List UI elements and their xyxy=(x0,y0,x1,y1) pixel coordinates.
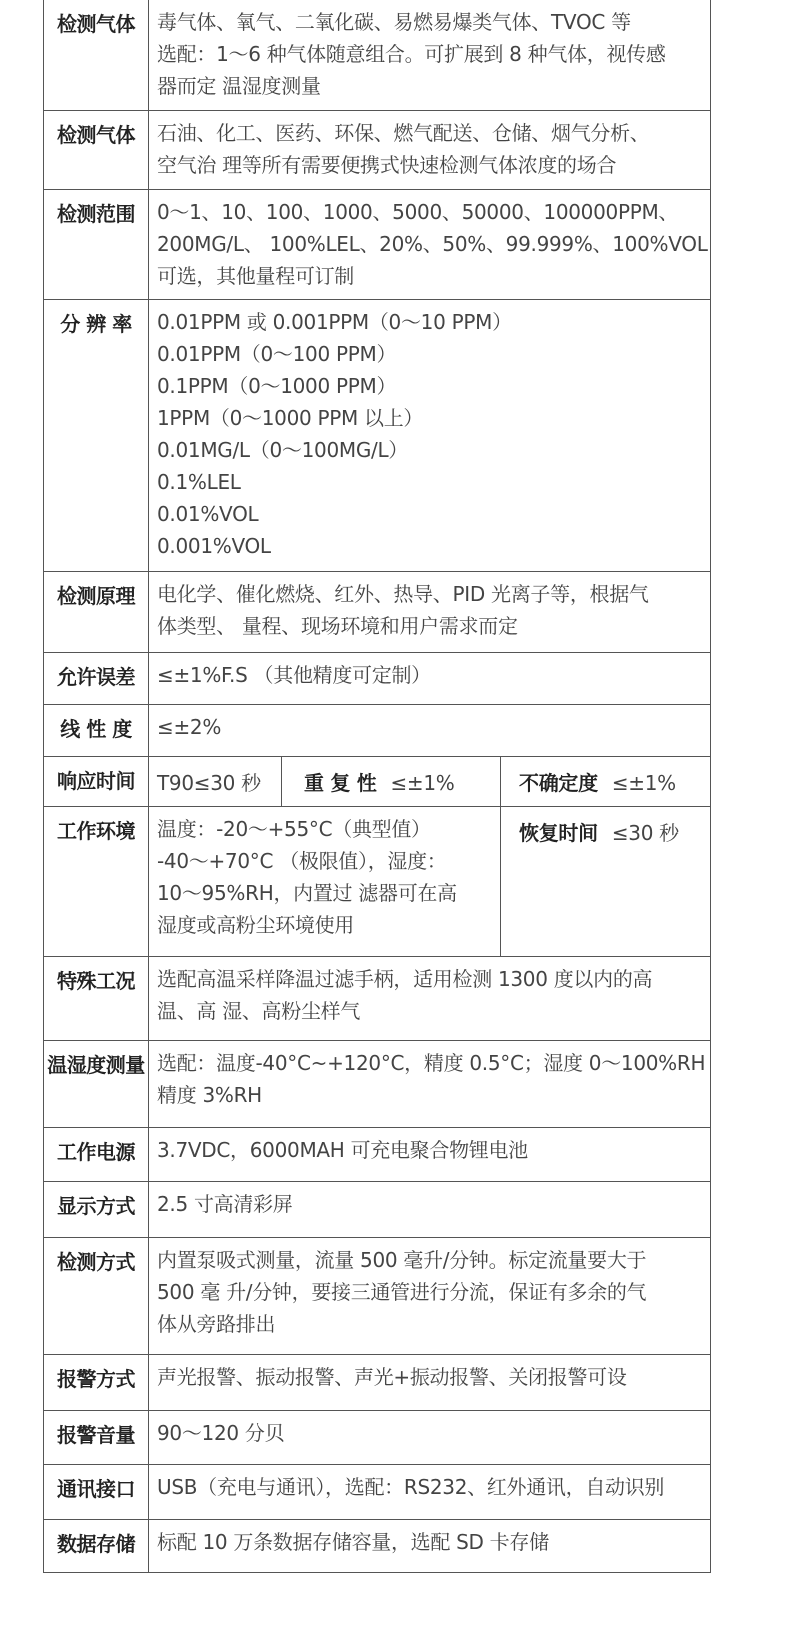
spec-row xyxy=(44,1465,711,1520)
spec-value-line: 器而定 温湿度测量 xyxy=(157,74,321,98)
uncertainty-label: 不确定度 xyxy=(519,771,598,795)
spec-value-line: 3.7VDC，6000MAH 可充电聚合物锂电池 xyxy=(157,1138,528,1162)
repeatability-value: ≤±1% xyxy=(390,771,455,795)
spec-label: 显示方式 xyxy=(57,1194,135,1218)
spec-value-line: 体从旁路排出 xyxy=(157,1312,276,1336)
spec-value-line: 0.1%LEL xyxy=(157,470,241,494)
spec-value-line: 200MG/L、 100%LEL、20%、50%、99.999%、100%VOL xyxy=(157,232,708,256)
spec-value-cell xyxy=(149,1520,711,1573)
spec-value-cell xyxy=(149,572,711,653)
spec-row xyxy=(44,1411,711,1465)
spec-label: 数据存储 xyxy=(57,1532,135,1556)
spec-row xyxy=(44,705,711,757)
spec-value-cell xyxy=(149,1238,711,1355)
spec-label: 允许误差 xyxy=(57,665,135,689)
spec-row xyxy=(44,1355,711,1411)
spec-value-line: 0.01%VOL xyxy=(157,502,259,526)
spec-label: 通讯接口 xyxy=(57,1477,135,1501)
spec-label: 分 辨 率 xyxy=(60,312,132,336)
spec-value-line: 0.001%VOL xyxy=(157,534,271,558)
recovery-cell xyxy=(501,807,711,957)
spec-value-line: 选配：1～6 种气体随意组合。可扩展到 8 种气体，视传感 xyxy=(157,42,666,66)
spec-label: 检测范围 xyxy=(57,202,135,226)
spec-value-cell xyxy=(149,300,711,572)
spec-row xyxy=(44,1520,711,1573)
spec-label: 报警音量 xyxy=(57,1423,135,1447)
spec-row xyxy=(44,1041,711,1128)
spec-value-line: 声光报警、振动报警、声光+振动报警、关闭报警可设 xyxy=(157,1365,627,1389)
spec-value-line: ≤±2% xyxy=(157,715,222,739)
spec-row xyxy=(44,1238,711,1355)
spec-value-cell xyxy=(149,0,711,111)
spec-value-line: 90～120 分贝 xyxy=(157,1421,285,1445)
uncertainty-value: ≤±1% xyxy=(611,771,676,795)
spec-value-line: USB（充电与通讯），选配：RS232、红外通讯，自动识别 xyxy=(157,1475,665,1499)
spec-row xyxy=(44,111,711,190)
spec-value-cell xyxy=(149,1182,711,1238)
response-time-value-cell xyxy=(149,757,282,807)
spec-label-cell xyxy=(44,1411,149,1465)
environment-row xyxy=(44,807,711,957)
spec-value-cell xyxy=(149,705,711,757)
spec-value-line: 1PPM（0～1000 PPM 以上） xyxy=(157,406,424,430)
spec-value-cell xyxy=(149,1041,711,1128)
repeatability-cell xyxy=(282,757,501,807)
spec-value-cell xyxy=(149,190,711,300)
recovery-label: 恢复时间 xyxy=(519,821,598,845)
spec-label-cell xyxy=(44,190,149,300)
spec-label-cell xyxy=(44,111,149,190)
spec-label-cell xyxy=(44,1465,149,1520)
response-time-value: T90≤30 秒 xyxy=(157,771,261,795)
spec-label: 温湿度测量 xyxy=(47,1053,145,1077)
response-row xyxy=(44,757,711,807)
spec-label-cell xyxy=(44,1182,149,1238)
spec-row xyxy=(44,1128,711,1182)
response-time-label: 响应时间 xyxy=(57,769,135,793)
spec-value-line: 选配：温度-40°C~+120°C，精度 0.5°C；湿度 0～100%RH xyxy=(157,1051,706,1075)
repeatability-label: 重 复 性 xyxy=(304,771,377,795)
spec-value-cell xyxy=(149,111,711,190)
spec-value-cell xyxy=(149,957,711,1041)
spec-label-cell xyxy=(44,1238,149,1355)
spec-row xyxy=(44,653,711,705)
spec-value-cell xyxy=(149,1411,711,1465)
spec-row xyxy=(44,0,711,111)
spec-label-cell xyxy=(44,1128,149,1182)
spec-row xyxy=(44,1182,711,1238)
spec-value-line: ≤±1%F.S （其他精度可定制） xyxy=(157,663,431,687)
spec-label-cell xyxy=(44,705,149,757)
spec-row xyxy=(44,190,711,300)
spec-value-line: 0.01PPM 或 0.001PPM（0～10 PPM） xyxy=(157,310,512,334)
environment-line: 湿度或高粉尘环境使用 xyxy=(157,913,354,937)
spec-value-line: 温、高 湿、高粉尘样气 xyxy=(157,999,361,1023)
spec-label-cell xyxy=(44,807,149,957)
spec-row xyxy=(44,300,711,572)
spec-value-line: 0.01MG/L（0～100MG/L） xyxy=(157,438,408,462)
environment-value-cell xyxy=(149,807,501,957)
spec-label: 检测方式 xyxy=(57,1250,135,1274)
spec-label: 检测原理 xyxy=(57,584,135,608)
spec-value-line: 内置泵吸式测量，流量 500 毫升/分钟。标定流量要大于 xyxy=(157,1248,647,1272)
spec-value-line: 石油、化工、医药、环保、燃气配送、仓储、烟气分析、 xyxy=(157,121,650,145)
recovery-value: ≤30 秒 xyxy=(611,821,679,845)
spec-label-cell xyxy=(44,300,149,572)
environment-line: -40～+70°C （极限值），湿度： xyxy=(157,849,447,873)
spec-label: 检测气体 xyxy=(57,12,135,36)
spec-value-line: 2.5 寸高清彩屏 xyxy=(157,1192,293,1216)
uncertainty-cell xyxy=(501,757,711,807)
spec-value-line: 0.1PPM（0～1000 PPM） xyxy=(157,374,397,398)
environment-line: 10～95%RH，内置过 滤器可在高 xyxy=(157,881,457,905)
spec-value-line: 可选，其他量程可订制 xyxy=(157,264,354,288)
spec-value-line: 0.01PPM（0～100 PPM） xyxy=(157,342,397,366)
spec-label: 工作电源 xyxy=(57,1140,135,1164)
spec-label-cell xyxy=(44,1355,149,1411)
spec-label-cell xyxy=(44,957,149,1041)
spec-value-line: 空气治 理等所有需要便携式快速检测气体浓度的场合 xyxy=(157,153,617,177)
spec-label-cell xyxy=(44,0,149,111)
environment-line: 温度：-20～+55°C（典型值） xyxy=(157,817,431,841)
spec-label: 特殊工况 xyxy=(57,969,135,993)
spec-value-line: 0～1、10、100、1000、5000、50000、100000PPM、 xyxy=(157,200,679,224)
spec-label-cell xyxy=(44,653,149,705)
spec-value-cell xyxy=(149,1355,711,1411)
spec-label-cell xyxy=(44,1520,149,1573)
spec-value-line: 体类型、 量程、现场环境和用户需求而定 xyxy=(157,614,518,638)
spec-label: 线 性 度 xyxy=(60,717,132,741)
spec-value-line: 毒气体、氧气、二氧化碳、易燃易爆类气体、TVOC 等 xyxy=(157,10,631,34)
spec-value-cell xyxy=(149,653,711,705)
spec-value-line: 精度 3%RH xyxy=(157,1083,262,1107)
spec-label: 报警方式 xyxy=(57,1367,135,1391)
spec-row xyxy=(44,957,711,1041)
environment-label: 工作环境 xyxy=(57,819,135,843)
spec-value-line: 选配高温采样降温过滤手柄，适用检测 1300 度以内的高 xyxy=(157,967,653,991)
spec-value-cell xyxy=(149,1128,711,1182)
spec-value-line: 500 毫 升/分钟，要接三通管进行分流，保证有多余的气 xyxy=(157,1280,647,1304)
spec-value-line: 电化学、催化燃烧、红外、热导、PID 光离子等，根据气 xyxy=(157,582,649,606)
spec-table xyxy=(43,0,711,1573)
spec-label-cell xyxy=(44,572,149,653)
spec-value-cell xyxy=(149,1465,711,1520)
spec-label: 检测气体 xyxy=(57,123,135,147)
spec-label-cell xyxy=(44,1041,149,1128)
spec-value-line: 标配 10 万条数据存储容量，选配 SD 卡存储 xyxy=(157,1530,549,1554)
spec-row xyxy=(44,572,711,653)
spec-label-cell xyxy=(44,757,149,807)
